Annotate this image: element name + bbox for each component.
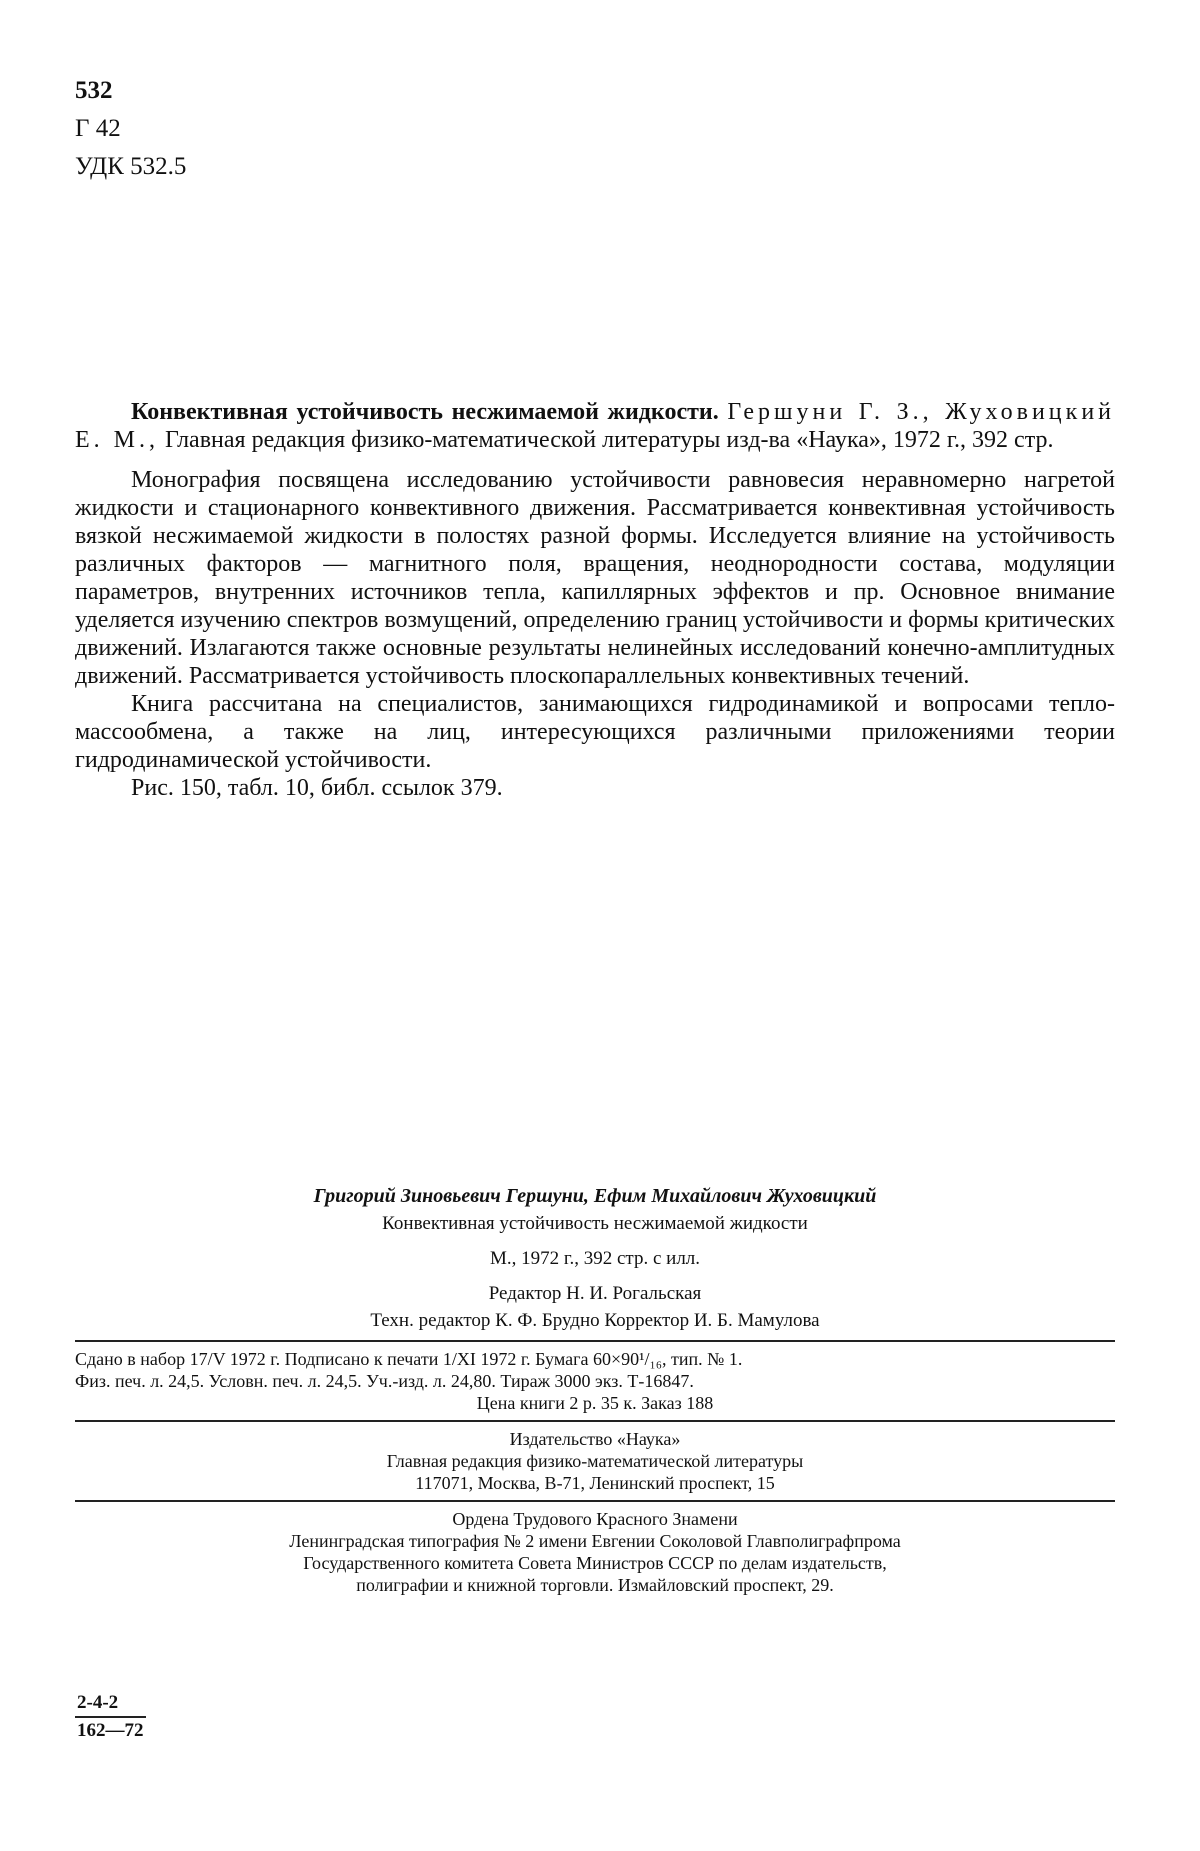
audience-note: Книга рассчитана на специалистов, занимающихся гидродинамикой и вопросами тепло-массообмена, а также на лиц, интересующихся различными приложениями теории гидродинамической устойчивости. — [75, 691, 1115, 773]
divider — [75, 1340, 1115, 1342]
classification-number: 532 — [75, 77, 113, 104]
colophon — [75, 1183, 1115, 1596]
printer-line: полиграфии и книжной торговли. Измайловский проспект, 29. — [356, 1575, 834, 1595]
printer-line: Государственного комитета Совета Министров СССР по делам издательств, — [303, 1553, 887, 1573]
udk-code: УДК 532.5 — [75, 153, 187, 180]
printer-line: Ордена Трудового Красного Знамени — [452, 1509, 738, 1529]
publisher-block — [75, 1428, 1115, 1494]
printer-block — [75, 1508, 1115, 1596]
divider — [75, 1500, 1115, 1502]
publication-info: Главная редакция физико-математической литературы изд-ва «Наука», 1972 г., 392 стр. — [165, 427, 1054, 453]
printer-line: Ленинградская типография № 2 имени Евгении Соколовой Главполиграфпрома — [289, 1531, 901, 1551]
print-stats-row: Физ. печ. л. 24,5. Условн. печ. л. 24,5. Уч.-изд. л. 24,80. Тираж 3000 экз. Т-16847. — [75, 1371, 694, 1391]
price-order: Цена книги 2 р. 35 к. Заказ 188 — [476, 1393, 714, 1413]
catalog-code-top: 2-4-2 — [75, 1690, 146, 1718]
book-authors: Гершуни Г. З., Жуховицкий Е. М., — [75, 399, 1115, 453]
catalog-code — [75, 1690, 146, 1744]
citation — [75, 398, 1115, 454]
figure-table-count: Рис. 150, табл. 10, библ. ссылок 379. — [131, 775, 503, 801]
colophon-title: Конвективная устойчивость несжимаемой жидкости — [382, 1213, 808, 1234]
colophon-tech-editor: Техн. редактор К. Ф. Брудно Корректор И. Б. Мамулова — [370, 1310, 820, 1331]
publisher-dept: Главная редакция физико-математической литературы — [386, 1451, 804, 1471]
publisher-name: Издательство «Наука» — [509, 1429, 681, 1449]
colophon-editor: Редактор Н. И. Рогальская — [488, 1283, 702, 1304]
colophon-authors: Григорий Зиновьевич Гершуни, Ефим Михайлович Жуховицкий — [313, 1185, 877, 1207]
print-stats-row: Сдано в набор 17/V 1972 г. Подписано к печати 1/XI 1972 г. Бумага 60×90¹/₁₆, тип. № 1. — [75, 1349, 743, 1369]
author-mark: Г 42 — [75, 115, 121, 142]
catalog-code-bottom: 162—72 — [77, 1720, 144, 1741]
divider — [75, 1420, 1115, 1422]
abstract: Монография посвящена исследованию устойчивости равновесия неравномерно нагретой жидкости и стационарного конвективного движения. Рассматривается конвективная устойчивость вязкой несжимаемой жидкости в полостях разной формы. Исследуется влияние на устойчивость различных факторов — магнитного поля, вращения, неоднородности состава, модуляции параметров, внутренних источников тепла, капиллярных эффектов и пр. Основное внимание уделяется изучению спектров возмущений, определению границ устойчивости и формы критических движений. Излагаются также основные результаты нелинейных исследований конечно-амплитудных движений. Рассматривается устойчивость плоскопараллельных конвективных течений. — [75, 467, 1115, 689]
print-stats — [75, 1348, 1115, 1414]
publisher-address: 117071, Москва, В-71, Ленинский проспект, 15 — [415, 1473, 775, 1493]
classification-block — [75, 72, 186, 186]
book-title: Конвективная устойчивость несжимаемой жидкости. — [131, 399, 719, 425]
bibliographic-description — [75, 398, 1115, 802]
colophon-imprint: М., 1972 г., 392 стр. с илл. — [489, 1248, 701, 1269]
